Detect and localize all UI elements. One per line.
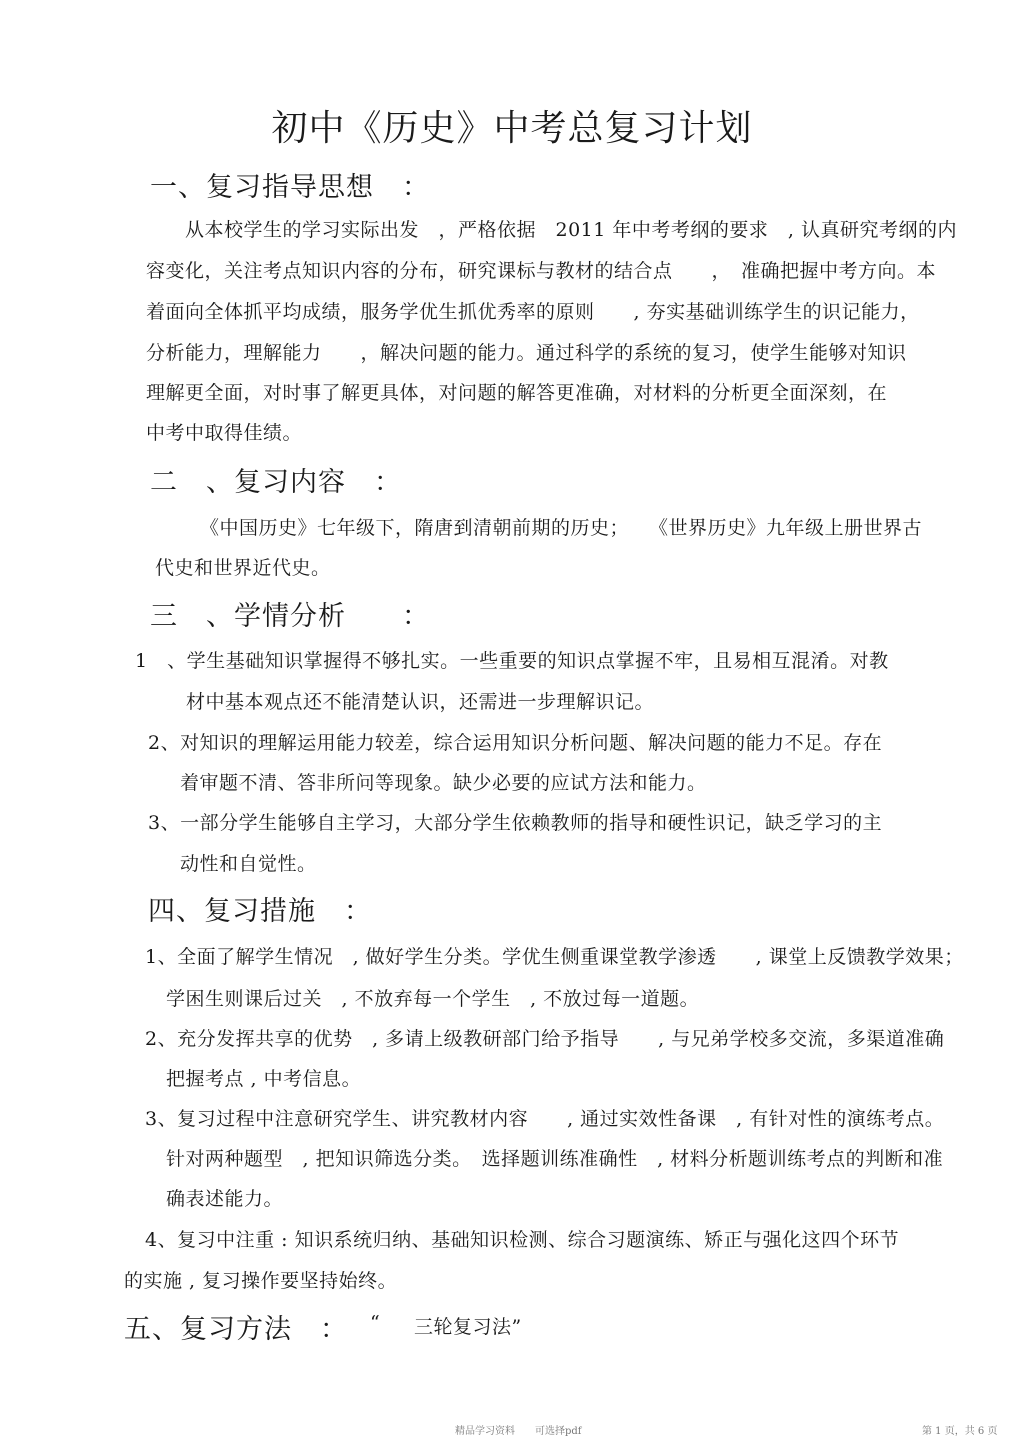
paragraph-line: 容变化，关注考点知识内容的分布，研究课标与教材的结合点 ， 准确把握中考方向。本 xyxy=(146,260,937,282)
paragraph-line: 代史和世界近代史。 xyxy=(155,557,331,579)
footer-note: 精品学习资料 可选择pdf xyxy=(455,1426,582,1437)
list-item-line: 2、充分发挥共享的优势 , 多请上级教研部门给予指导 , 与兄弟学校多交流，多渠道准确 xyxy=(145,1028,945,1050)
method-name: 三轮复习法” xyxy=(414,1316,522,1338)
page-title: 初中《历史》中考总复习计划 xyxy=(271,108,753,149)
list-item-line: 学困生则课后过关 , 不放弃每一个学生 , 不放过每一道题。 xyxy=(166,988,700,1010)
paragraph-line: 着面向全体抓平均成绩，服务学优生抓优秀率的原则 , 夯实基础训练学生的识记能力， xyxy=(146,301,920,323)
list-item-line: 着审题不清、答非所问等现象。缺少必要的应试方法和能力。 xyxy=(180,772,707,794)
paragraph-line: 中考中取得佳绩。 xyxy=(146,422,303,444)
list-item-line: 动性和自觉性。 xyxy=(180,853,317,875)
list-item-line: 的实施 , 复习操作要坚持始终。 xyxy=(124,1270,398,1292)
list-item-line: 2、对知识的理解运用能力较差，综合运用知识分析问题、解决问题的能力不足。存在 xyxy=(148,732,883,754)
list-item-line: 确表述能力。 xyxy=(166,1188,284,1210)
list-item-line: 1 、学生基础知识掌握得不够扎实。一些重要的知识点掌握不牢，且易相互混淆。对教 xyxy=(135,650,889,672)
page-number: 第 1 页，共 6 页 xyxy=(922,1426,998,1437)
section-heading-review-method: 五、复习方法 ： xyxy=(124,1314,348,1345)
section-heading-review-measures: 四、复习措施 ： xyxy=(148,896,372,927)
paragraph-line: 《中国历史》七年级下，隋唐到清朝前期的历史； 《世界历史》九年级上册世界古 xyxy=(200,517,923,539)
list-item-line: 3、一部分学生能够自主学习，大部分学生依赖教师的指导和硬性识记，缺乏学习的主 xyxy=(148,812,883,834)
list-item-line: 把握考点 , 中考信息。 xyxy=(166,1068,362,1090)
list-item-line: 3、复习过程中注意研究学生、讲究教材内容 , 通过实效性备课 , 有针对性的演练考点。 xyxy=(145,1108,945,1130)
section-heading-review-content: 二 、复习内容 ： xyxy=(150,467,402,498)
list-item-line: 4、复习中注重 : 知识系统归纳、基础知识检测、综合习题演练、矫正与强化这四个环节 xyxy=(145,1229,900,1251)
paragraph-line: 分析能力，理解能力 ，解决问题的能力。通过科学的系统的复习，使学生能够对知识 xyxy=(146,342,907,364)
paragraph-line: 理解更全面，对时事了解更具体，对问题的解答更准确，对材料的分析更全面深刻，在 xyxy=(146,382,888,404)
list-item-line: 1、全面了解学生情况 , 做好学生分类。学优生侧重课堂教学渗透 , 课堂上反馈教学效果； xyxy=(145,946,964,968)
section-heading-guiding-thought: 一、复习指导思想 ： xyxy=(150,172,430,203)
list-item-line: 针对两种题型 , 把知识筛选分类。 选择题训练准确性 , 材料分析题训练考点的判断和准 xyxy=(166,1148,944,1170)
section-heading-learning-analysis: 三 、学情分析 ： xyxy=(150,601,430,632)
quote-open-mark: “ xyxy=(370,1312,381,1334)
list-item-line: 材中基本观点还不能清楚认识，还需进一步理解识记。 xyxy=(186,691,655,713)
paragraph-line: 从本校学生的学习实际出发 ，严格依据 2011 年中考考纲的要求 , 认真研究考纲的内 xyxy=(185,219,957,241)
